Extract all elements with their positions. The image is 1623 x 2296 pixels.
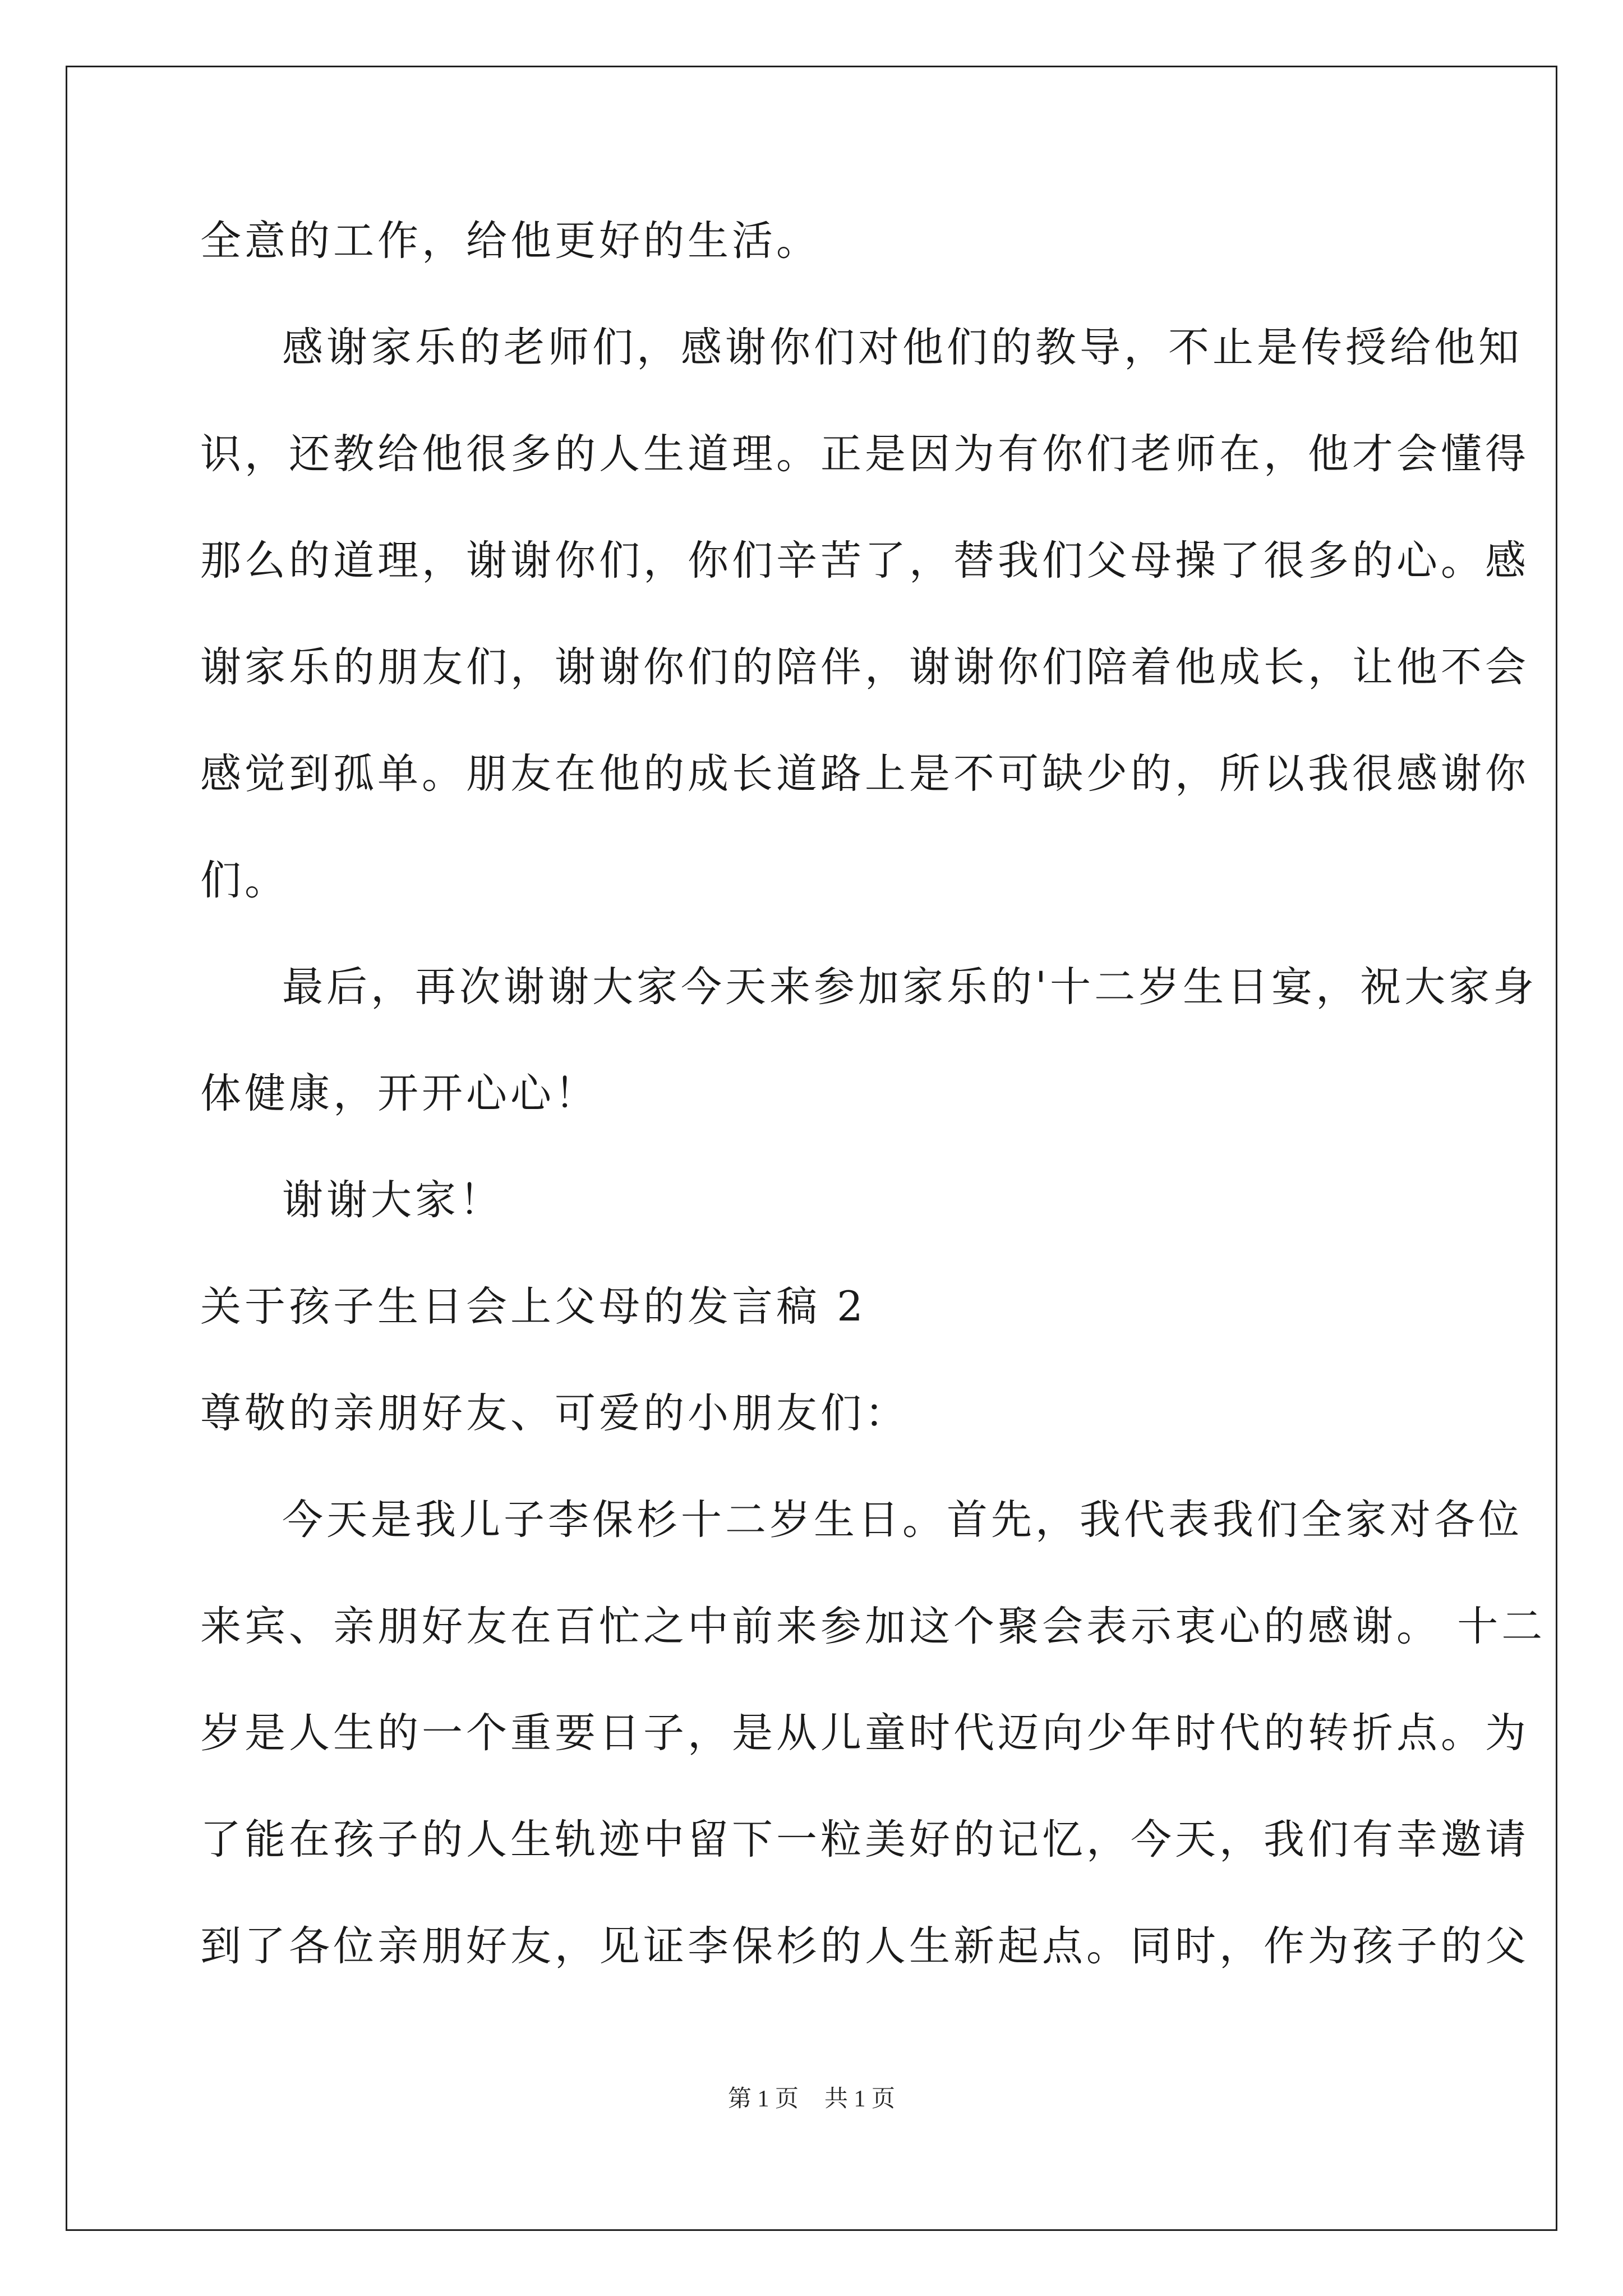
paragraph-first-line: 今天是我儿子李保杉十二岁生日。首先，我代表我们全家对各位 [282,1496,1523,1544]
text-line: 体健康，开开心心！ [200,1070,599,1117]
paragraph-first-line: 最后，再次谢谢大家今天来参加家乐的'十二岁生日宴，祝大家身 [282,963,1538,1011]
page-border [66,66,1557,2231]
text-line: 感觉到孤单。朋友在他的成长道路上是不可缺少的，所以我很感谢你 [200,750,1529,798]
page-footer [0,2082,1623,2116]
section-heading: 关于孩子生日会上父母的发言稿 2 [200,1283,866,1331]
paragraph-first-line: 谢谢大家！ [282,1176,504,1224]
text-line: 到了各位亲朋好友，见证李保杉的人生新起点。同时，作为孩子的父 [200,1922,1529,1970]
text-line: 那么的道理，谢谢你们，你们辛苦了，替我们父母操了很多的心。感 [200,537,1529,585]
text-line: 识，还教给他很多的人生道理。正是因为有你们老师在，他才会懂得 [200,430,1529,478]
text-line: 了能在孩子的人生轨迹中留下一粒美好的记忆，今天，我们有幸邀请 [200,1816,1529,1864]
paragraph-first-line: 感谢家乐的老师们，感谢你们对他们的教导，不止是传授给他知 [282,324,1523,371]
text-line: 谢家乐的朋友们，谢谢你们的陪伴，谢谢你们陪着他成长，让他不会 [200,643,1529,691]
text-line: 们。 [200,857,289,904]
page-number-current: 第 1 页 [727,2086,799,2112]
page-number-total: 共 1 页 [824,2086,896,2112]
text-line: 全意的工作，给他更好的生活。 [200,217,820,265]
salutation: 尊敬的亲朋好友、可爱的小朋友们： [200,1389,909,1437]
text-line: 来宾、亲朋好友在百忙之中前来参加这个聚会表示衷心的感谢。 十二 [200,1603,1546,1650]
text-line: 岁是人生的一个重要日子，是从儿童时代迈向少年时代的转折点。为 [200,1709,1529,1757]
